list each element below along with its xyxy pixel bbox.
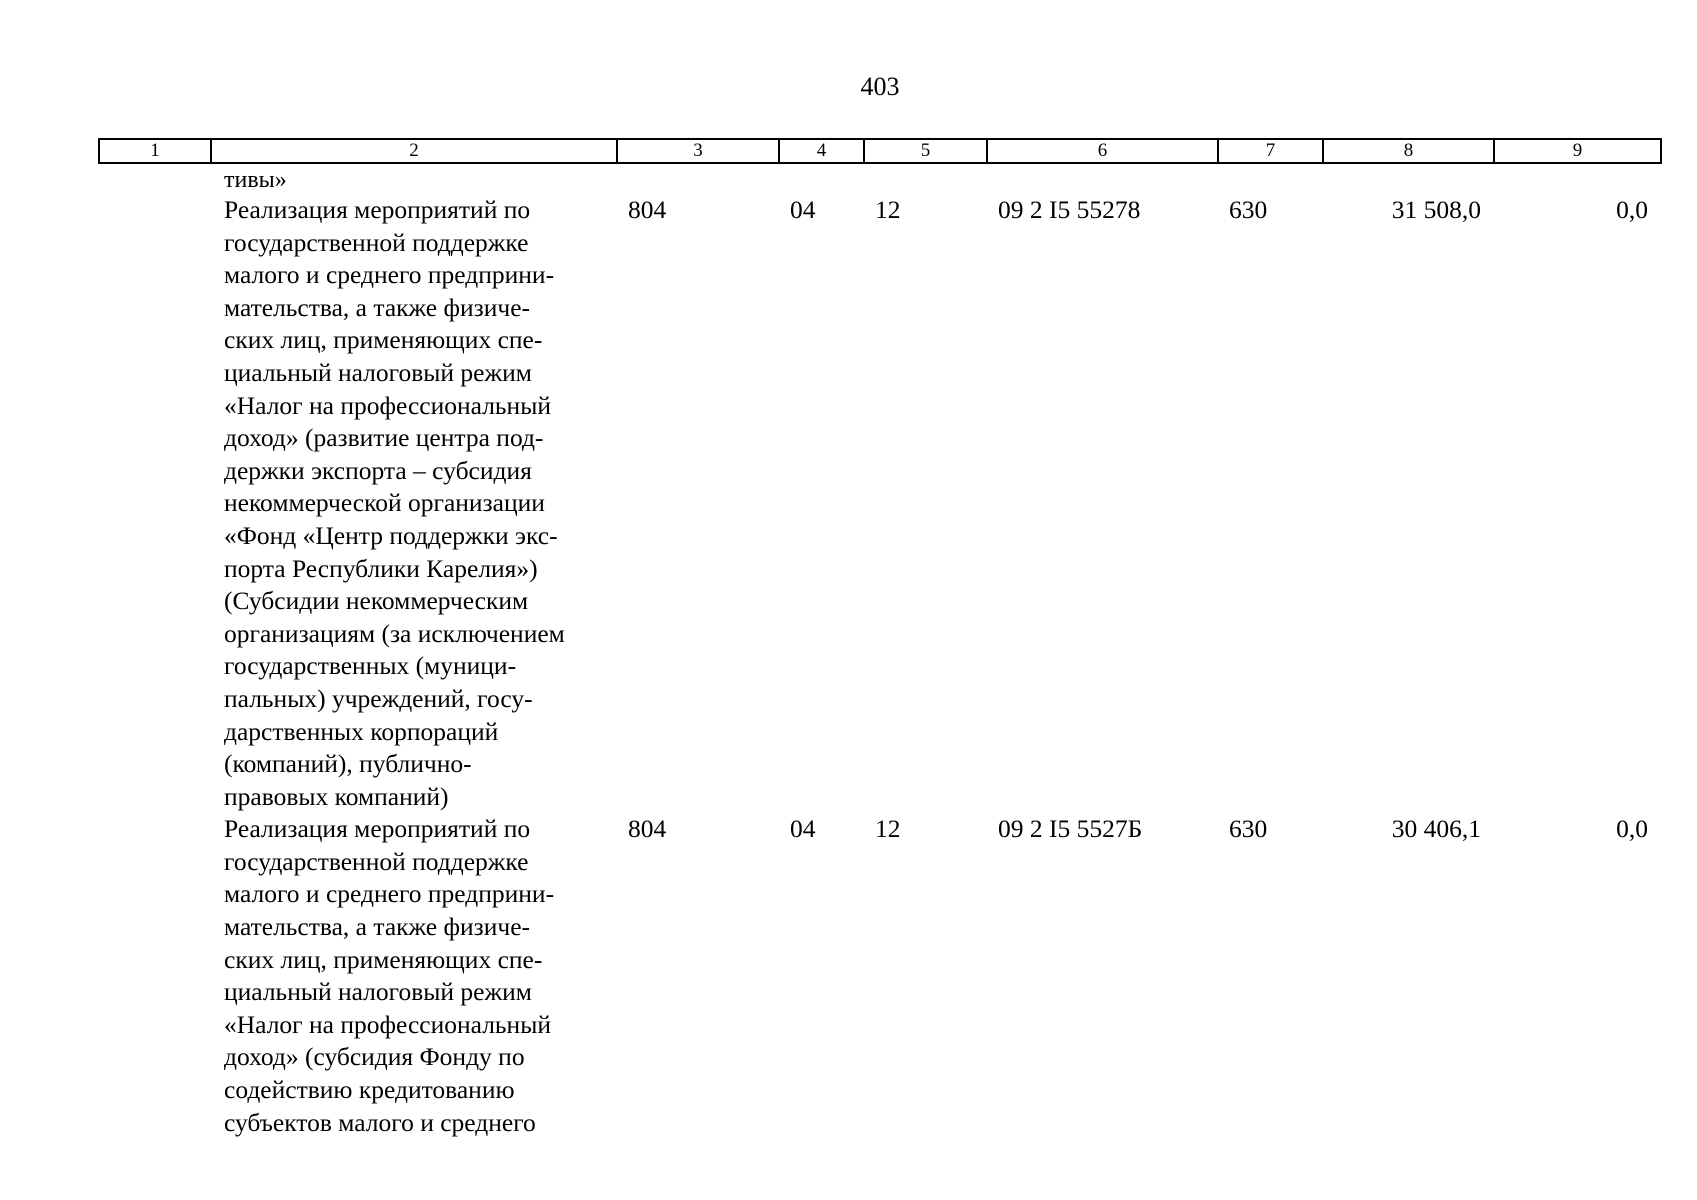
budget-table-body (98, 166, 1660, 1139)
row-section: 04 (790, 195, 816, 224)
row-expense-type: 630 (1229, 814, 1268, 844)
header-row (99, 139, 1661, 163)
continuation-row (98, 166, 1660, 194)
header-col-2: 2 (211, 139, 617, 163)
table-row (98, 194, 1660, 813)
row-expense-type: 630 (1229, 195, 1268, 224)
header-col-6: 6 (987, 139, 1218, 163)
row-target-article: 09 2 I5 5527Б (998, 814, 1143, 844)
row-amount-1: 30 406,1 (1391, 814, 1481, 844)
row-name: Реализация мероприятий по государственной поддержке малого и среднего предприни- мательства, а также физиче- ских лиц, применяющих спе- циальный налоговый режим «Налог на профессиональный доход» (развитие центра под- держки экспорта – субсидия некоммерческой организации «Фонд «Центр поддержки экс- порта Республики Карелия») (Субсидии некоммерческим организациям (за исключением государственных (муници- пальных) учреждений, госу- дарственных корпораций (компаний), публично- правовых компаний) (224, 195, 565, 811)
row-subsection: 12 (875, 814, 901, 844)
row-target-article: 09 2 I5 55278 (998, 195, 1141, 224)
header-col-8: 8 (1323, 139, 1494, 163)
row-name: Реализация мероприятий по государственной поддержке малого и среднего предприни- мательства, а также физиче- ских лиц, применяющих спе- циальный налоговый режим «Налог на профессиональный доход» (субсидия Фонду по содействию кредитованию субъектов малого и среднего (224, 814, 555, 1137)
header-col-4: 4 (779, 139, 864, 163)
row-amount-1: 31 508,0 (1391, 195, 1481, 224)
header-col-5: 5 (864, 139, 987, 163)
header-col-7: 7 (1218, 139, 1323, 163)
header-col-1: 1 (99, 139, 211, 163)
row-ministry: 804 (628, 814, 667, 844)
table-row (98, 813, 1660, 1139)
row-subsection: 12 (875, 195, 901, 224)
continuation-text: тивы» (224, 167, 287, 193)
row-amount-2: 0,0 (1616, 195, 1648, 224)
row-amount-2: 0,0 (1616, 814, 1648, 844)
page-number: 403 (860, 72, 900, 101)
header-col-9: 9 (1494, 139, 1661, 163)
row-ministry: 804 (628, 195, 667, 224)
column-number-header (98, 138, 1662, 164)
row-section: 04 (790, 814, 816, 844)
header-col-3: 3 (617, 139, 779, 163)
